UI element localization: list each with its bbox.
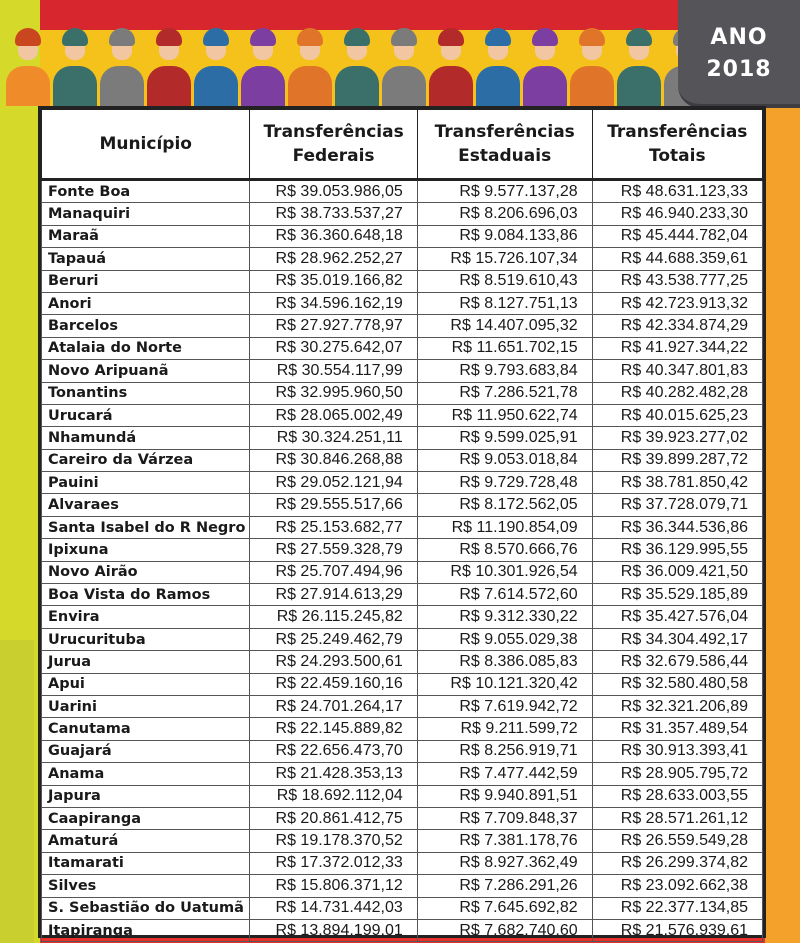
cell-federais: R$ 27.914.613,29 bbox=[250, 584, 417, 606]
cell-estaduais: R$ 8.256.919,71 bbox=[417, 740, 592, 762]
table-row bbox=[42, 830, 763, 852]
cell-estaduais: R$ 7.709.848,37 bbox=[417, 807, 592, 829]
woman-avatar-icon bbox=[6, 28, 50, 106]
table-row bbox=[42, 651, 763, 673]
cell-municipio: Canutama bbox=[42, 718, 250, 740]
cell-municipio: Amaturá bbox=[42, 830, 250, 852]
cell-municipio: Novo Airão bbox=[42, 561, 250, 583]
cell-totais: R$ 42.723.913,32 bbox=[592, 292, 762, 314]
cell-totais: R$ 36.009.421,50 bbox=[592, 561, 762, 583]
cell-estaduais: R$ 8.206.696,03 bbox=[417, 203, 592, 225]
cell-municipio: Urucurituba bbox=[42, 628, 250, 650]
cell-totais: R$ 40.347.801,83 bbox=[592, 360, 762, 382]
cell-federais: R$ 28.962.252,27 bbox=[250, 248, 417, 270]
cell-estaduais: R$ 7.286.291,26 bbox=[417, 875, 592, 897]
table-row bbox=[42, 785, 763, 807]
cell-estaduais: R$ 7.614.572,60 bbox=[417, 584, 592, 606]
cell-federais: R$ 30.846.268,88 bbox=[250, 449, 417, 471]
cell-estaduais: R$ 10.121.320,42 bbox=[417, 673, 592, 695]
cell-municipio: Boa Vista do Ramos bbox=[42, 584, 250, 606]
cell-estaduais: R$ 9.940.891,51 bbox=[417, 785, 592, 807]
cell-estaduais: R$ 11.950.622,74 bbox=[417, 404, 592, 426]
header-estaduais bbox=[417, 110, 592, 180]
cell-totais: R$ 37.728.079,71 bbox=[592, 494, 762, 516]
cell-federais: R$ 21.428.353,13 bbox=[250, 763, 417, 785]
cell-municipio: Alvaraes bbox=[42, 494, 250, 516]
cell-municipio: Beruri bbox=[42, 270, 250, 292]
table-row bbox=[42, 427, 763, 449]
table-row bbox=[42, 673, 763, 695]
cell-estaduais: R$ 14.407.095,32 bbox=[417, 315, 592, 337]
cell-estaduais: R$ 9.053.018,84 bbox=[417, 449, 592, 471]
man-avatar-icon bbox=[53, 28, 97, 106]
cell-municipio: Uarini bbox=[42, 695, 250, 717]
cell-totais: R$ 39.899.287,72 bbox=[592, 449, 762, 471]
cell-estaduais: R$ 9.084.133,86 bbox=[417, 225, 592, 247]
cell-federais: R$ 27.927.778,97 bbox=[250, 315, 417, 337]
cell-totais: R$ 30.913.393,41 bbox=[592, 740, 762, 762]
cell-municipio: Barcelos bbox=[42, 315, 250, 337]
cell-federais: R$ 22.459.160,16 bbox=[250, 673, 417, 695]
cell-federais: R$ 29.052.121,94 bbox=[250, 472, 417, 494]
cell-totais: R$ 32.580.480,58 bbox=[592, 673, 762, 695]
cell-totais: R$ 46.940.233,30 bbox=[592, 203, 762, 225]
right-orange-band bbox=[765, 100, 800, 943]
cell-estaduais: R$ 9.599.025,91 bbox=[417, 427, 592, 449]
cell-totais: R$ 45.444.782,04 bbox=[592, 225, 762, 247]
table-row bbox=[42, 919, 763, 941]
cell-federais: R$ 17.372.012,33 bbox=[250, 852, 417, 874]
table-row bbox=[42, 763, 763, 785]
cell-federais: R$ 30.554.117,99 bbox=[250, 360, 417, 382]
header-totais-line1: Transferências bbox=[607, 122, 748, 142]
cell-totais: R$ 26.559.549,28 bbox=[592, 830, 762, 852]
cell-estaduais: R$ 9.729.728,48 bbox=[417, 472, 592, 494]
cell-municipio: Silves bbox=[42, 875, 250, 897]
cell-federais: R$ 30.324.251,11 bbox=[250, 427, 417, 449]
cell-totais: R$ 22.377.134,85 bbox=[592, 897, 762, 919]
cell-estaduais: R$ 8.570.666,76 bbox=[417, 539, 592, 561]
man-avatar-icon bbox=[335, 28, 379, 106]
table-row bbox=[42, 315, 763, 337]
cell-municipio: Anama bbox=[42, 763, 250, 785]
cell-totais: R$ 36.344.536,86 bbox=[592, 516, 762, 538]
cell-totais: R$ 35.529.185,89 bbox=[592, 584, 762, 606]
cell-municipio: Santa Isabel do R Negro bbox=[42, 516, 250, 538]
table-row bbox=[42, 494, 763, 516]
table-row bbox=[42, 695, 763, 717]
cell-federais: R$ 14.731.442,03 bbox=[250, 897, 417, 919]
cell-estaduais: R$ 9.211.599,72 bbox=[417, 718, 592, 740]
cell-totais: R$ 31.357.489,54 bbox=[592, 718, 762, 740]
cell-municipio: Itamarati bbox=[42, 852, 250, 874]
cell-federais: R$ 19.178.370,52 bbox=[250, 830, 417, 852]
cell-estaduais: R$ 8.519.610,43 bbox=[417, 270, 592, 292]
cell-federais: R$ 25.707.494,96 bbox=[250, 561, 417, 583]
cell-totais: R$ 21.576.939,61 bbox=[592, 919, 762, 941]
table-row bbox=[42, 740, 763, 762]
woman-avatar-icon bbox=[570, 28, 614, 106]
cell-municipio: Nhamundá bbox=[42, 427, 250, 449]
cell-totais: R$ 40.282.482,28 bbox=[592, 382, 762, 404]
cell-municipio: Envira bbox=[42, 606, 250, 628]
cell-totais: R$ 48.631.123,33 bbox=[592, 180, 762, 203]
cell-estaduais: R$ 9.577.137,28 bbox=[417, 180, 592, 203]
cell-federais: R$ 24.701.264,17 bbox=[250, 695, 417, 717]
table-row bbox=[42, 449, 763, 471]
cell-estaduais: R$ 8.172.562,05 bbox=[417, 494, 592, 516]
cell-municipio: Japura bbox=[42, 785, 250, 807]
table-row bbox=[42, 404, 763, 426]
transfers-table bbox=[41, 109, 763, 942]
man-avatar-icon bbox=[382, 28, 426, 106]
cell-estaduais: R$ 7.645.692,82 bbox=[417, 897, 592, 919]
table-row bbox=[42, 539, 763, 561]
cell-estaduais: R$ 11.190.854,09 bbox=[417, 516, 592, 538]
cell-estaduais: R$ 7.286.521,78 bbox=[417, 382, 592, 404]
woman-avatar-icon bbox=[147, 28, 191, 106]
man-avatar-icon bbox=[194, 28, 238, 106]
header-totais-line2: Totais bbox=[649, 146, 706, 166]
cell-estaduais: R$ 7.477.442,59 bbox=[417, 763, 592, 785]
table-row bbox=[42, 628, 763, 650]
cell-municipio: Atalaia do Norte bbox=[42, 337, 250, 359]
woman-avatar-icon bbox=[429, 28, 473, 106]
cell-federais: R$ 28.065.002,49 bbox=[250, 404, 417, 426]
cell-municipio: S. Sebastião do Uatumã bbox=[42, 897, 250, 919]
cell-federais: R$ 39.053.986,05 bbox=[250, 180, 417, 203]
table-row bbox=[42, 248, 763, 270]
cell-estaduais: R$ 7.381.178,76 bbox=[417, 830, 592, 852]
cell-municipio: Ipixuna bbox=[42, 539, 250, 561]
cell-federais: R$ 38.733.537,27 bbox=[250, 203, 417, 225]
cell-federais: R$ 36.360.648,18 bbox=[250, 225, 417, 247]
cell-totais: R$ 34.304.492,17 bbox=[592, 628, 762, 650]
cell-municipio: Tapauá bbox=[42, 248, 250, 270]
header-federais-line2: Federais bbox=[292, 146, 375, 166]
cell-totais: R$ 42.334.874,29 bbox=[592, 315, 762, 337]
header-federais-line1: Transferências bbox=[263, 122, 404, 142]
cell-federais: R$ 27.559.328,79 bbox=[250, 539, 417, 561]
cell-municipio: Anori bbox=[42, 292, 250, 314]
year-badge bbox=[678, 0, 800, 108]
cell-totais: R$ 32.679.586,44 bbox=[592, 651, 762, 673]
cell-federais: R$ 26.115.245,82 bbox=[250, 606, 417, 628]
cell-municipio: Itapiranga bbox=[42, 919, 250, 941]
table-header-row bbox=[42, 110, 763, 180]
table-row bbox=[42, 584, 763, 606]
cell-estaduais: R$ 8.927.362,49 bbox=[417, 852, 592, 874]
man-avatar-icon bbox=[241, 28, 285, 106]
table-row bbox=[42, 270, 763, 292]
cell-totais: R$ 28.905.795,72 bbox=[592, 763, 762, 785]
cell-federais: R$ 32.995.960,50 bbox=[250, 382, 417, 404]
cell-municipio: Careiro da Várzea bbox=[42, 449, 250, 471]
year-badge-label: ANO bbox=[710, 25, 768, 50]
cell-municipio: Manaquiri bbox=[42, 203, 250, 225]
cell-federais: R$ 20.861.412,75 bbox=[250, 807, 417, 829]
cell-estaduais: R$ 8.386.085,83 bbox=[417, 651, 592, 673]
cell-federais: R$ 22.145.889,82 bbox=[250, 718, 417, 740]
cell-totais: R$ 35.427.576,04 bbox=[592, 606, 762, 628]
cell-federais: R$ 25.153.682,77 bbox=[250, 516, 417, 538]
table-body bbox=[42, 180, 763, 942]
transfers-table-container bbox=[38, 106, 766, 938]
table-row bbox=[42, 360, 763, 382]
year-badge-value: 2018 bbox=[706, 57, 772, 82]
man-avatar-icon bbox=[100, 28, 144, 106]
cell-totais: R$ 40.015.625,23 bbox=[592, 404, 762, 426]
cell-federais: R$ 25.249.462,79 bbox=[250, 628, 417, 650]
cell-totais: R$ 28.633.003,55 bbox=[592, 785, 762, 807]
table-row bbox=[42, 807, 763, 829]
cell-municipio: Caapiranga bbox=[42, 807, 250, 829]
cell-federais: R$ 22.656.473,70 bbox=[250, 740, 417, 762]
cell-estaduais: R$ 8.127.751,13 bbox=[417, 292, 592, 314]
man-avatar-icon bbox=[617, 28, 661, 106]
cell-totais: R$ 28.571.261,12 bbox=[592, 807, 762, 829]
cell-totais: R$ 44.688.359,61 bbox=[592, 248, 762, 270]
people-illustration bbox=[0, 26, 700, 106]
cell-federais: R$ 29.555.517,66 bbox=[250, 494, 417, 516]
header-federais bbox=[250, 110, 417, 180]
cell-totais: R$ 32.321.206,89 bbox=[592, 695, 762, 717]
cell-municipio: Urucará bbox=[42, 404, 250, 426]
cell-estaduais: R$ 7.619.942,72 bbox=[417, 695, 592, 717]
header-estaduais-line2: Estaduais bbox=[458, 146, 552, 166]
table-row bbox=[42, 718, 763, 740]
table-row bbox=[42, 606, 763, 628]
cell-totais: R$ 38.781.850,42 bbox=[592, 472, 762, 494]
header-municipio bbox=[42, 110, 250, 180]
cell-municipio: Novo Aripuanã bbox=[42, 360, 250, 382]
cell-municipio: Guajará bbox=[42, 740, 250, 762]
cell-estaduais: R$ 9.793.683,84 bbox=[417, 360, 592, 382]
man-avatar-icon bbox=[523, 28, 567, 106]
cell-federais: R$ 13.894.199,01 bbox=[250, 919, 417, 941]
cell-totais: R$ 26.299.374,82 bbox=[592, 852, 762, 874]
table-row bbox=[42, 516, 763, 538]
table-row bbox=[42, 292, 763, 314]
cell-estaduais: R$ 9.312.330,22 bbox=[417, 606, 592, 628]
cell-municipio: Apui bbox=[42, 673, 250, 695]
header-totais bbox=[592, 110, 762, 180]
woman-avatar-icon bbox=[288, 28, 332, 106]
table-row bbox=[42, 382, 763, 404]
cell-totais: R$ 39.923.277,02 bbox=[592, 427, 762, 449]
cell-totais: R$ 41.927.344,22 bbox=[592, 337, 762, 359]
table-row bbox=[42, 561, 763, 583]
cell-totais: R$ 43.538.777,25 bbox=[592, 270, 762, 292]
cell-estaduais: R$ 15.726.107,34 bbox=[417, 248, 592, 270]
cell-municipio: Tonantins bbox=[42, 382, 250, 404]
table-row bbox=[42, 337, 763, 359]
cell-federais: R$ 18.692.112,04 bbox=[250, 785, 417, 807]
table-row bbox=[42, 225, 763, 247]
cell-federais: R$ 15.806.371,12 bbox=[250, 875, 417, 897]
man-avatar-icon bbox=[476, 28, 520, 106]
table-row bbox=[42, 180, 763, 203]
table-row bbox=[42, 897, 763, 919]
cell-federais: R$ 30.275.642,07 bbox=[250, 337, 417, 359]
left-green-band-shade bbox=[0, 640, 34, 943]
cell-totais: R$ 23.092.662,38 bbox=[592, 875, 762, 897]
table-row bbox=[42, 203, 763, 225]
cell-municipio: Jurua bbox=[42, 651, 250, 673]
cell-federais: R$ 35.019.166,82 bbox=[250, 270, 417, 292]
cell-municipio: Fonte Boa bbox=[42, 180, 250, 203]
cell-municipio: Pauini bbox=[42, 472, 250, 494]
cell-estaduais: R$ 10.301.926,54 bbox=[417, 561, 592, 583]
cell-estaduais: R$ 9.055.029,38 bbox=[417, 628, 592, 650]
cell-federais: R$ 34.596.162,19 bbox=[250, 292, 417, 314]
header-estaduais-line1: Transferências bbox=[434, 122, 575, 142]
cell-municipio: Maraã bbox=[42, 225, 250, 247]
cell-estaduais: R$ 11.651.702,15 bbox=[417, 337, 592, 359]
table-row bbox=[42, 852, 763, 874]
table-row bbox=[42, 875, 763, 897]
cell-estaduais: R$ 7.682.740,60 bbox=[417, 919, 592, 941]
header-municipio-text: Município bbox=[99, 134, 192, 154]
table-row bbox=[42, 472, 763, 494]
cell-totais: R$ 36.129.995,55 bbox=[592, 539, 762, 561]
cell-federais: R$ 24.293.500,61 bbox=[250, 651, 417, 673]
